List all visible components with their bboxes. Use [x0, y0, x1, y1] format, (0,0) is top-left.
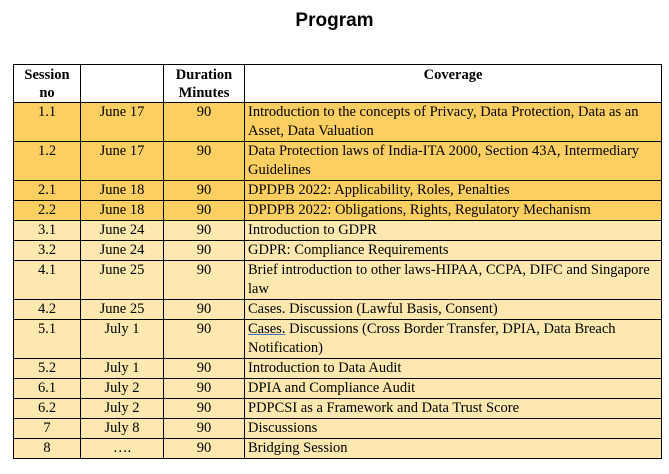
date-cell: July 1 — [81, 359, 164, 379]
table-row — [14, 419, 662, 439]
coverage-cell: DPIA and Compliance Audit — [245, 379, 662, 399]
duration-cell: 90 — [164, 142, 245, 181]
coverage-cell: PDPCSI as a Framework and Data Trust Score — [245, 399, 662, 419]
table-row — [14, 221, 662, 241]
duration-cell: 90 — [164, 320, 245, 359]
duration-cell: 90 — [164, 181, 245, 201]
duration-cell: 90 — [164, 359, 245, 379]
coverage-cell: Introduction to the concepts of Privacy, Data Protection, Data as an Asset, Data Valuation — [245, 103, 662, 142]
table-row — [14, 241, 662, 261]
header-duration-line2: Minutes — [178, 85, 230, 101]
duration-cell: 90 — [164, 103, 245, 142]
table-row — [14, 300, 662, 320]
table-body — [14, 103, 662, 459]
session-cell: 6.1 — [14, 379, 81, 399]
session-cell: 3.1 — [14, 221, 81, 241]
session-cell: 5.1 — [14, 320, 81, 359]
duration-cell: 90 — [164, 439, 245, 459]
coverage-cell: Bridging Session — [245, 439, 662, 459]
coverage-cell: Discussions — [245, 419, 662, 439]
duration-cell: 90 — [164, 300, 245, 320]
session-cell: 1.1 — [14, 103, 81, 142]
session-cell: 5.2 — [14, 359, 81, 379]
header-date — [81, 65, 164, 103]
date-cell: July 1 — [81, 320, 164, 359]
session-cell: 3.2 — [14, 241, 81, 261]
session-cell: 4.1 — [14, 261, 81, 300]
date-cell: June 17 — [81, 142, 164, 181]
duration-cell: 90 — [164, 379, 245, 399]
session-cell: 1.2 — [14, 142, 81, 181]
date-cell: June 24 — [81, 241, 164, 261]
spellcheck-underline: Cases. — [248, 321, 286, 337]
header-row — [14, 65, 662, 103]
session-cell: 8 — [14, 439, 81, 459]
date-cell: July 8 — [81, 419, 164, 439]
date-cell: July 2 — [81, 399, 164, 419]
duration-cell: 90 — [164, 399, 245, 419]
header-duration — [164, 65, 245, 103]
table-row — [14, 142, 662, 181]
duration-cell: 90 — [164, 419, 245, 439]
session-cell: 2.2 — [14, 201, 81, 221]
header-duration-line1: Duration — [175, 67, 233, 83]
duration-cell: 90 — [164, 221, 245, 241]
date-cell: …. — [81, 439, 164, 459]
duration-cell: 90 — [164, 201, 245, 221]
page-title: Program — [295, 10, 374, 31]
table-row — [14, 201, 662, 221]
coverage-cell: Introduction to Data Audit — [245, 359, 662, 379]
table-row — [14, 399, 662, 419]
session-cell: 2.1 — [14, 181, 81, 201]
program-table — [13, 64, 662, 459]
table-row — [14, 320, 662, 359]
coverage-cell: Cases. Discussion (Lawful Basis, Consent) — [245, 300, 662, 320]
coverage-cell: GDPR: Compliance Requirements — [245, 241, 662, 261]
table-row — [14, 261, 662, 300]
session-cell: 4.2 — [14, 300, 81, 320]
table-row — [14, 181, 662, 201]
date-cell: June 25 — [81, 261, 164, 300]
header-coverage: Coverage — [245, 65, 662, 103]
date-cell: June 18 — [81, 201, 164, 221]
coverage-cell: Cases. Discussions (Cross Border Transfer, DPIA, Data Breach Notification) — [245, 320, 662, 359]
coverage-cell: DPDPB 2022: Applicability, Roles, Penalties — [245, 181, 662, 201]
date-cell: June 24 — [81, 221, 164, 241]
table-row — [14, 439, 662, 459]
duration-cell: 90 — [164, 241, 245, 261]
coverage-cell: Introduction to GDPR — [245, 221, 662, 241]
header-session-line1: Session — [24, 67, 70, 83]
session-cell: 7 — [14, 419, 81, 439]
table-row — [14, 359, 662, 379]
coverage-cell: DPDPB 2022: Obligations, Rights, Regulatory Mechanism — [245, 201, 662, 221]
duration-cell: 90 — [164, 261, 245, 300]
date-cell: June 17 — [81, 103, 164, 142]
coverage-cell: Brief introduction to other laws-HIPAA, CCPA, DIFC and Singapore law — [245, 261, 662, 300]
date-cell: June 18 — [81, 181, 164, 201]
table-row — [14, 103, 662, 142]
coverage-cell: Data Protection laws of India-ITA 2000, Section 43A, Intermediary Guidelines — [245, 142, 662, 181]
header-session — [14, 65, 81, 103]
session-cell: 6.2 — [14, 399, 81, 419]
date-cell: June 25 — [81, 300, 164, 320]
table-row — [14, 379, 662, 399]
header-session-line2: no — [39, 85, 55, 101]
date-cell: July 2 — [81, 379, 164, 399]
